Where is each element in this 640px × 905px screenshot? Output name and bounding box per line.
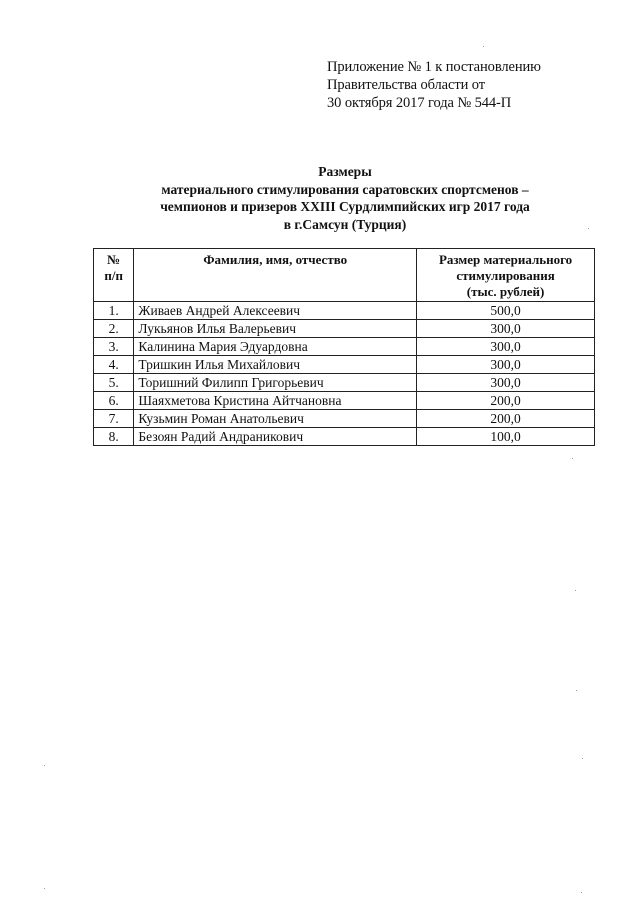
scan-speck [588, 228, 589, 229]
header-amount: Размер материального стимулирования (тыс. рублей) [417, 249, 595, 302]
appendix-line: Приложение № 1 к постановлению [327, 59, 541, 75]
table-row [94, 392, 595, 410]
row-amount: 100,0 [417, 428, 595, 446]
row-amount: 300,0 [417, 356, 595, 374]
header-number: № п/п [94, 249, 134, 302]
row-full-name: Живаев Андрей Алексеевич [134, 302, 417, 320]
appendix-line: Правительства области от [327, 77, 485, 93]
table-row [94, 338, 595, 356]
table-row [94, 356, 595, 374]
scan-speck [575, 590, 576, 591]
scan-speck [572, 458, 573, 459]
row-number: 2. [94, 320, 134, 338]
row-amount: 200,0 [417, 410, 595, 428]
table-row [94, 410, 595, 428]
row-full-name: Торишний Филипп Григорьевич [134, 374, 417, 392]
table-row [94, 320, 595, 338]
table-row [94, 428, 595, 446]
row-full-name: Калинина Мария Эдуардовна [134, 338, 417, 356]
scan-speck [44, 888, 45, 889]
scan-speck [581, 892, 582, 893]
row-number: 5. [94, 374, 134, 392]
scan-speck [576, 690, 577, 691]
table-header-row [94, 249, 595, 302]
scan-speck [483, 46, 484, 47]
document-title [60, 163, 630, 233]
row-full-name: Лукьянов Илья Валерьевич [134, 320, 417, 338]
row-full-name: Тришкин Илья Михайлович [134, 356, 417, 374]
table-body [94, 302, 595, 446]
row-amount: 200,0 [417, 392, 595, 410]
scan-speck [582, 758, 583, 759]
row-number: 8. [94, 428, 134, 446]
header-full-name: Фамилия, имя, отчество [134, 249, 417, 302]
appendix-reference [327, 58, 617, 112]
row-full-name: Безоян Радий Андраникович [134, 428, 417, 446]
scan-speck [44, 765, 45, 766]
title-line: Размеры [318, 164, 372, 179]
row-amount: 300,0 [417, 338, 595, 356]
appendix-line: 30 октября 2017 года № 544-П [327, 95, 512, 111]
table-row [94, 302, 595, 320]
row-amount: 500,0 [417, 302, 595, 320]
title-line: материального стимулирования саратовских спортсменов – [161, 181, 529, 197]
row-amount: 300,0 [417, 374, 595, 392]
title-line: в г.Самсун (Турция) [283, 216, 407, 232]
row-number: 7. [94, 410, 134, 428]
row-number: 1. [94, 302, 134, 320]
table-row [94, 374, 595, 392]
row-amount: 300,0 [417, 320, 595, 338]
row-number: 4. [94, 356, 134, 374]
title-line: чемпионов и призеров XXIII Сурдлимпийских игр 2017 года [160, 199, 530, 214]
row-full-name: Шаяхметова Кристина Айтчановна [134, 392, 417, 410]
row-full-name: Кузьмин Роман Анатольевич [134, 410, 417, 428]
row-number: 6. [94, 392, 134, 410]
row-number: 3. [94, 338, 134, 356]
awards-table [93, 248, 595, 446]
